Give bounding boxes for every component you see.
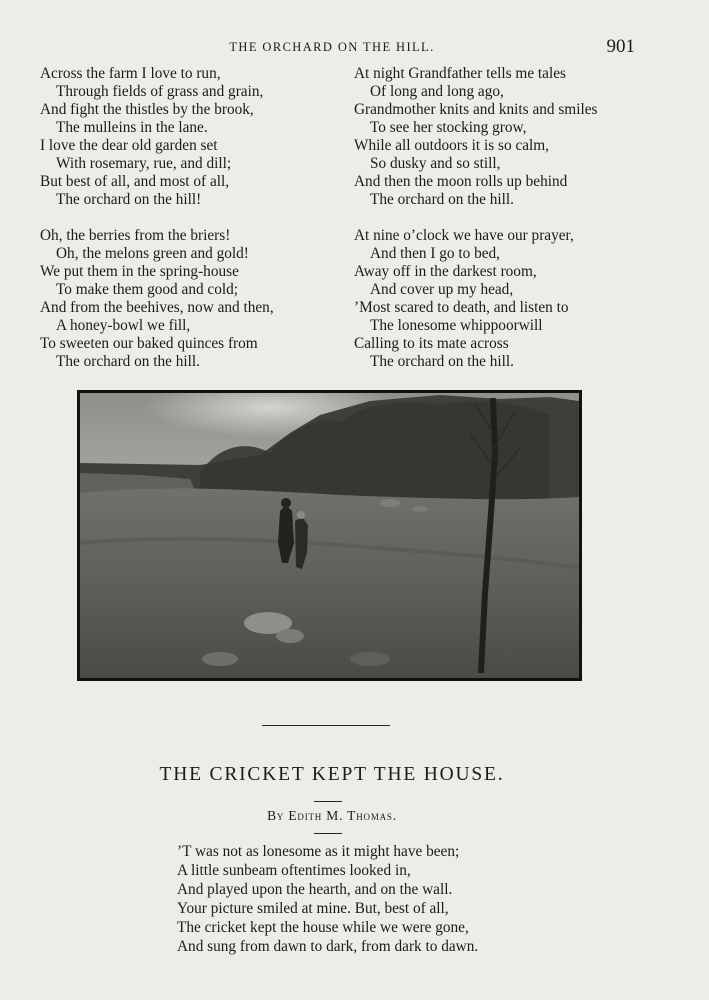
poem-line: Of long and long ago,	[370, 83, 504, 100]
page-number: 901	[606, 36, 635, 57]
stanza	[354, 65, 597, 209]
poem-line: I love the dear old garden set	[40, 137, 218, 154]
poem-line: And played upon the hearth, and on the wall.	[177, 881, 453, 898]
poem-left-column	[40, 65, 274, 389]
poem-line: And fight the thistles by the brook,	[40, 101, 254, 118]
byline-rule	[314, 833, 342, 834]
poem-title: THE CRICKET KEPT THE HOUSE.	[159, 764, 505, 785]
poem-line: And from the beehives, now and then,	[40, 299, 274, 316]
stanza	[354, 227, 597, 371]
poem-line: The orchard on the hill.	[370, 353, 514, 370]
poem-line: And then I go to bed,	[370, 245, 501, 262]
stanza	[40, 227, 274, 371]
orchard-illustration	[77, 390, 582, 681]
poem-right-column	[354, 65, 597, 389]
stanza	[40, 65, 274, 209]
poem-line: And sung from dawn to dark, from dark to dawn.	[177, 938, 479, 955]
poem-line: Away off in the darkest room,	[354, 263, 537, 280]
poem-line: We put them in the spring-house	[40, 263, 239, 280]
poem-line: And cover up my head,	[370, 281, 514, 298]
running-head	[0, 38, 709, 58]
poem-line: ’Most scared to death, and listen to	[354, 299, 569, 316]
poem-line: The orchard on the hill.	[370, 191, 514, 208]
poem-line: But best of all, and most of all,	[40, 173, 230, 190]
poem-line: Through fields of grass and grain,	[56, 83, 264, 100]
poem-line: Your picture smiled at mine. But, best of all,	[177, 900, 449, 917]
running-title: THE ORCHARD ON THE HILL.	[229, 40, 435, 54]
poem-line: Calling to its mate across	[354, 335, 509, 352]
poem-line: The cricket kept the house while we were gone,	[177, 919, 469, 936]
poem-line: The orchard on the hill.	[56, 353, 200, 370]
poem-line: To see her stocking grow,	[370, 119, 527, 136]
poem-line: At night Grandfather tells me tales	[354, 65, 566, 82]
poem-line: A little sunbeam oftentimes looked in,	[177, 862, 411, 879]
poem-line: The lonesome whippoorwill	[370, 317, 543, 334]
poem-line: Grandmother knits and knits and smiles	[354, 101, 598, 118]
poem-line: To sweeten our baked quinces from	[40, 335, 258, 352]
title-rule	[314, 801, 342, 802]
cricket-poem	[177, 842, 478, 956]
poem-line: The mulleins in the lane.	[56, 119, 208, 136]
poem-line: The orchard on the hill!	[56, 191, 202, 208]
poem-line: Oh, the melons green and gold!	[56, 245, 249, 262]
poem-line: A honey-bowl we fill,	[56, 317, 191, 334]
poem-line: With rosemary, rue, and dill;	[56, 155, 232, 172]
poem-line: So dusky and so still,	[370, 155, 501, 172]
section-divider	[262, 725, 390, 726]
poem-line: Oh, the berries from the briers!	[40, 227, 231, 244]
poem-line: ’T was not as lonesome as it might have been;	[177, 843, 460, 860]
poem-line: Across the farm I love to run,	[40, 65, 221, 82]
poem-line: To make them good and cold;	[56, 281, 239, 298]
poem-line: At nine o’clock we have our prayer,	[354, 227, 574, 244]
poem-line: While all outdoors it is so calm,	[354, 137, 550, 154]
byline: By Edith M. Thomas.	[267, 808, 397, 823]
poem-line: And then the moon rolls up behind	[354, 173, 568, 190]
